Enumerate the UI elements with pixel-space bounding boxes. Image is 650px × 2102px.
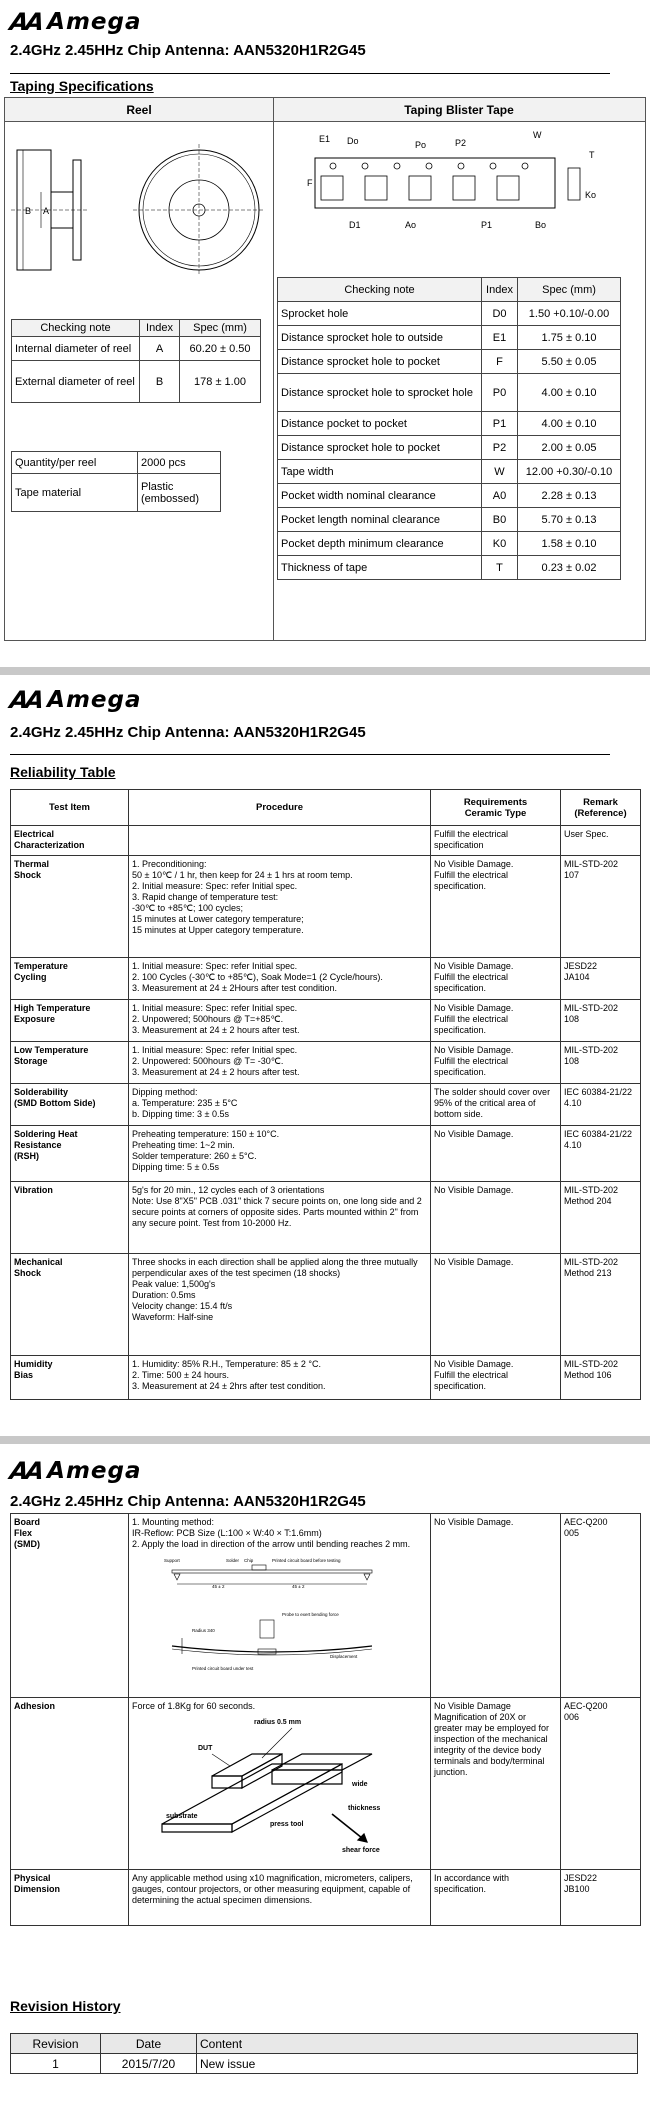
procedure <box>129 826 431 856</box>
label-d1: D1 <box>349 220 361 230</box>
requirement: No Visible Damage. Fulfill the electrical specification. <box>431 958 561 1000</box>
test-item: Mechanical Shock <box>11 1254 129 1356</box>
requirement: No Visible Damage. <box>431 1126 561 1182</box>
requirement: The solder should cover over 95% of the critical area of bottom side. <box>431 1084 561 1126</box>
label-a0: Ao <box>405 220 417 230</box>
label-dim1: 45 ± 2 <box>212 1584 225 1589</box>
table-row <box>11 1356 641 1400</box>
title-rule <box>10 73 610 74</box>
procedure: 1. Preconditioning: 50 ± 10℃ / 1 hr, then keep for 24 ± 1 hrs at room temp. 2. Initial measure: Spec: refer Initial spec. 3. Rapid change of temperature test: -30℃ to +85℃; 100 cycles; 15 minutes at Lower category temperature; 15 minutes at Upper category temperature. <box>129 856 431 958</box>
cell: A <box>140 337 180 361</box>
table-row <box>278 326 621 350</box>
remark: MIL-STD-202 108 <box>561 1042 641 1084</box>
cell: 0.23 ± 0.02 <box>518 556 621 580</box>
remark: AEC-Q200 005 <box>561 1514 641 1698</box>
table-row <box>12 474 221 512</box>
remark: MIL-STD-202 108 <box>561 1000 641 1042</box>
cell: Thickness of tape <box>278 556 482 580</box>
taping-box <box>4 97 646 641</box>
logo-text: Amega <box>47 687 142 713</box>
cell: Pocket width nominal clearance <box>278 484 482 508</box>
test-item: High Temperature Exposure <box>11 1000 129 1042</box>
amega-logo <box>10 1457 142 1485</box>
label-e1: E1 <box>319 134 331 144</box>
amega-logo <box>10 686 142 714</box>
table-row <box>278 484 621 508</box>
col-checking-note: Checking note <box>278 278 482 302</box>
col-spec: Spec (mm) <box>518 278 621 302</box>
requirement: No Visible Damage Magnification of 20X or greater may be employed for inspection of the mechanical integrity of the device body terminals and body/terminal junction. <box>431 1698 561 1870</box>
label-p1: P1 <box>481 220 493 230</box>
table-row <box>278 350 621 374</box>
table-row <box>11 1698 641 1870</box>
table-row <box>278 532 621 556</box>
requirement: No Visible Damage. Fulfill the electrical specification. <box>431 1042 561 1084</box>
reel-label-b: B <box>25 206 32 216</box>
procedure: 1. Initial measure: Spec: refer Initial spec. 2. Unpowered: 500hours @ T= -30℃. 3. Measurement at 24 ± 2 hours after test. <box>129 1042 431 1084</box>
col-index: Index <box>140 320 180 337</box>
tape-diagram <box>285 128 625 243</box>
logo-mark: AA <box>8 8 44 36</box>
procedure: 5g's for 20 min., 12 cycles each of 3 orientations Note: Use 8"X5" PCB .031" thick 7 secure points on, one long side and 2 secure points at corners of opposite sides. Parts mounted within 2" from any secure point. Test from 10-2000 Hz. <box>129 1182 431 1254</box>
procedure <box>129 1698 431 1870</box>
cell: Distance sprocket hole to pocket <box>278 350 482 374</box>
label-support: Support <box>164 1558 180 1563</box>
requirement: Fulfill the electrical specification <box>431 826 561 856</box>
table-row <box>11 1126 641 1182</box>
col-date: Date <box>101 2034 197 2054</box>
requirement: No Visible Damage. Fulfill the electrical specification. <box>431 1356 561 1400</box>
table-row <box>11 826 641 856</box>
col-remark: Remark (Reference) <box>561 790 641 826</box>
cell: 1 <box>11 2054 101 2074</box>
cell: Distance pocket to pocket <box>278 412 482 436</box>
logo-mark: AA <box>8 1457 44 1485</box>
test-item: Low Temperature Storage <box>11 1042 129 1084</box>
table-row <box>11 1042 641 1084</box>
table-row <box>278 436 621 460</box>
col-index: Index <box>482 278 518 302</box>
tape-spec-table <box>277 277 621 580</box>
test-item: Temperature Cycling <box>11 958 129 1000</box>
board-flex-diagram <box>162 1554 392 1674</box>
procedure: Any applicable method using x10 magnification, micrometers, calipers, gauges, contour projectors, or other measuring equipment, capable of determining the actual specimen dimensions. <box>129 1870 431 1926</box>
table-row <box>11 856 641 958</box>
reel-spec-table <box>11 319 261 403</box>
label-k0: Ko <box>585 190 597 200</box>
col-content: Content <box>197 2034 638 2054</box>
test-item: Humidity Bias <box>11 1356 129 1400</box>
cell: P0 <box>482 374 518 412</box>
label-wide: wide <box>352 1781 368 1788</box>
label-substrate: substrate <box>166 1813 198 1820</box>
label-t: T <box>589 150 595 160</box>
table-row <box>11 2054 638 2074</box>
reliability-section-title: Reliability Table <box>10 764 116 780</box>
label-shear-force: shear force <box>342 1847 380 1854</box>
cell: 178 ± 1.00 <box>180 361 261 403</box>
reliability-table-continued <box>10 1513 641 1926</box>
cell: Distance sprocket hole to pocket <box>278 436 482 460</box>
page-separator <box>0 1436 650 1444</box>
revision-table <box>10 2033 638 2074</box>
cell: 2.00 ± 0.05 <box>518 436 621 460</box>
cell: B0 <box>482 508 518 532</box>
label-radius: radius 0.5 mm <box>254 1719 302 1726</box>
revision-section-title: Revision History <box>10 1998 121 2014</box>
cell: Distance sprocket hole to outside <box>278 326 482 350</box>
col-revision: Revision <box>11 2034 101 2054</box>
amega-logo <box>10 8 142 36</box>
remark: MIL-STD-202 Method 213 <box>561 1254 641 1356</box>
test-item: Board Flex (SMD) <box>11 1514 129 1698</box>
cell: 1.75 ± 0.10 <box>518 326 621 350</box>
table-row <box>11 1000 641 1042</box>
cell: Quantity/per reel <box>12 452 138 474</box>
label-press-tool: press tool <box>270 1821 304 1828</box>
table-row <box>278 460 621 484</box>
col-requirements: Requirements Ceramic Type <box>431 790 561 826</box>
reel-label-a: A <box>43 206 50 216</box>
procedure: Three shocks in each direction shall be applied along the three mutually perpendicular axes of the test specimen (18 shocks) Peak value: 1,500g's Duration: 0.5ms Velocity change: 15.4 ft/s Waveform: Half-sine <box>129 1254 431 1356</box>
cell: External diameter of reel <box>12 361 140 403</box>
cell: Tape material <box>12 474 138 512</box>
page-title: 2.4GHz 2.45HHz Chip Antenna: AAN5320H1R2G45 <box>10 1493 366 1510</box>
cell: B <box>140 361 180 403</box>
label-p0: Po <box>415 140 427 150</box>
reel-diagram <box>9 130 269 280</box>
title-rule <box>10 754 610 755</box>
page-title: 2.4GHz 2.45HHz Chip Antenna: AAN5320H1R2G45 <box>10 724 366 741</box>
adhesion-diagram <box>152 1714 392 1854</box>
table-row <box>11 1254 641 1356</box>
label-probe: Probe to exert bending force <box>282 1612 339 1617</box>
cell: 2000 pcs <box>138 452 221 474</box>
cell: 4.00 ± 0.10 <box>518 374 621 412</box>
cell: Pocket depth minimum clearance <box>278 532 482 556</box>
cell: 1.58 ± 0.10 <box>518 532 621 556</box>
cell: 5.70 ± 0.13 <box>518 508 621 532</box>
cell: Plastic (embossed) <box>138 474 221 512</box>
requirement: In accordance with specification. <box>431 1870 561 1926</box>
table-row <box>12 361 261 403</box>
table-row <box>11 1182 641 1254</box>
requirement: No Visible Damage. <box>431 1514 561 1698</box>
cell: New issue <box>197 2054 638 2074</box>
remark: JESD22 JB100 <box>561 1870 641 1926</box>
test-item: Soldering Heat Resistance (RSH) <box>11 1126 129 1182</box>
col-procedure: Procedure <box>129 790 431 826</box>
table-row <box>278 374 621 412</box>
cell: F <box>482 350 518 374</box>
table-row <box>11 1514 641 1698</box>
cell: E1 <box>482 326 518 350</box>
tape-heading: Taping Blister Tape <box>273 98 645 122</box>
procedure: Preheating temperature: 150 ± 10°C. Preheating time: 1~2 min. Solder temperature: 260 ± 5°C. Dipping time: 5 ± 0.5s <box>129 1126 431 1182</box>
label-pcb-before: Printed circuit board before testing <box>272 1558 341 1563</box>
requirement: No Visible Damage. Fulfill the electrical specification. <box>431 1000 561 1042</box>
table-row <box>11 1870 641 1926</box>
cell: T <box>482 556 518 580</box>
test-item: Vibration <box>11 1182 129 1254</box>
cell: 2.28 ± 0.13 <box>518 484 621 508</box>
remark: IEC 60384-21/22 4.10 <box>561 1126 641 1182</box>
cell: 4.00 ± 0.10 <box>518 412 621 436</box>
label-displacement: Displacement <box>330 1654 358 1659</box>
label-solder: Solder <box>226 1558 240 1563</box>
remark: MIL-STD-202 107 <box>561 856 641 958</box>
cell: Sprocket hole <box>278 302 482 326</box>
label-thickness: thickness <box>348 1805 381 1812</box>
cell: 12.00 +0.30/-0.10 <box>518 460 621 484</box>
cell: P2 <box>482 436 518 460</box>
cell: Internal diameter of reel <box>12 337 140 361</box>
test-item: Solderability (SMD Bottom Side) <box>11 1084 129 1126</box>
label-dim2: 45 ± 2 <box>292 1584 305 1589</box>
table-row <box>12 337 261 361</box>
cell: 1.50 +0.10/-0.00 <box>518 302 621 326</box>
col-test-item: Test Item <box>11 790 129 826</box>
cell: 2015/7/20 <box>101 2054 197 2074</box>
page-2 <box>0 676 650 1434</box>
cell: W <box>482 460 518 484</box>
cell: Pocket length nominal clearance <box>278 508 482 532</box>
reel-heading: Reel <box>5 98 273 122</box>
label-d0: Do <box>347 136 359 146</box>
procedure-text: 1. Mounting method: IR-Reflow: PCB Size (L:100 × W:40 × T:1.6mm) 2. Apply the load in direction of the arrow until bending reaches 2 mm. <box>132 1517 411 1549</box>
procedure: Dipping method: a. Temperature: 235 ± 5°C b. Dipping time: 3 ± 0.5s <box>129 1084 431 1126</box>
col-checking-note: Checking note <box>12 320 140 337</box>
remark: User Spec. <box>561 826 641 856</box>
page-title: 2.4GHz 2.45HHz Chip Antenna: AAN5320H1R2G45 <box>10 42 366 59</box>
table-row <box>278 302 621 326</box>
cell: A0 <box>482 484 518 508</box>
cell: 5.50 ± 0.05 <box>518 350 621 374</box>
remark: JESD22 JA104 <box>561 958 641 1000</box>
table-row <box>11 958 641 1000</box>
table-row <box>278 556 621 580</box>
page-separator <box>0 667 650 675</box>
cell: Distance sprocket hole to sprocket hole <box>278 374 482 412</box>
remark: MIL-STD-202 Method 204 <box>561 1182 641 1254</box>
cell: Tape width <box>278 460 482 484</box>
requirement: No Visible Damage. Fulfill the electrical specification. <box>431 856 561 958</box>
procedure <box>129 1514 431 1698</box>
procedure: 1. Initial measure: Spec: refer Initial spec. 2. 100 Cycles (-30℃ to +85℃), Soak Mode=1 (2 Cycle/hours). 3. Measurement at 24 ± 2Hours after test condition. <box>129 958 431 1000</box>
table-row <box>11 1084 641 1126</box>
logo-text: Amega <box>47 9 142 35</box>
table-row <box>12 452 221 474</box>
label-p2: P2 <box>455 138 467 148</box>
col-spec: Spec (mm) <box>180 320 261 337</box>
test-item: Electrical Characterization <box>11 826 129 856</box>
remark: MIL-STD-202 Method 106 <box>561 1356 641 1400</box>
label-dut: DUT <box>198 1745 213 1752</box>
label-f: F <box>307 178 313 188</box>
cell: 60.20 ± 0.50 <box>180 337 261 361</box>
logo-mark: AA <box>8 686 44 714</box>
cell: P1 <box>482 412 518 436</box>
test-item: Adhesion <box>11 1698 129 1870</box>
procedure: 1. Humidity: 85% R.H., Temperature: 85 ± 2 °C. 2. Time: 500 ± 24 hours. 3. Measurement at 24 ± 2hrs after test condition. <box>129 1356 431 1400</box>
quantity-table <box>11 451 221 512</box>
remark: IEC 60384-21/22 4.10 <box>561 1084 641 1126</box>
label-b0: Bo <box>535 220 547 230</box>
reliability-table <box>10 789 641 1400</box>
remark: AEC-Q200 006 <box>561 1698 641 1870</box>
table-row <box>278 412 621 436</box>
table-row <box>278 508 621 532</box>
page-1 <box>0 0 650 665</box>
column-divider <box>273 98 274 640</box>
label-pcb-under: Printed circuit board under test <box>192 1666 254 1671</box>
test-item: Thermal Shock <box>11 856 129 958</box>
cell: D0 <box>482 302 518 326</box>
requirement: No Visible Damage. <box>431 1254 561 1356</box>
label-w: W <box>533 130 542 140</box>
cell: K0 <box>482 532 518 556</box>
procedure: 1. Initial measure: Spec: refer Initial spec. 2. Unpowered; 500hours @ T=+85℃. 3. Measurement at 24 ± 2 hours after test. <box>129 1000 431 1042</box>
page-3 <box>0 1445 650 2102</box>
taping-section-title: Taping Specifications <box>10 78 154 94</box>
logo-text: Amega <box>47 1458 142 1484</box>
test-item: Physical Dimension <box>11 1870 129 1926</box>
label-chip: Chip <box>244 1558 254 1563</box>
procedure-text: Force of 1.8Kg for 60 seconds. <box>132 1701 256 1711</box>
label-radius: Radius 340 <box>192 1628 215 1633</box>
requirement: No Visible Damage. <box>431 1182 561 1254</box>
